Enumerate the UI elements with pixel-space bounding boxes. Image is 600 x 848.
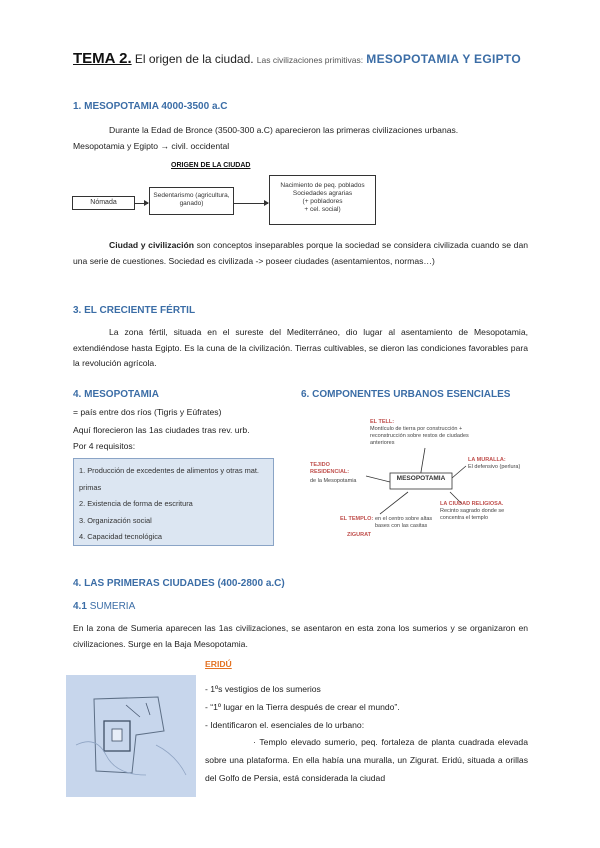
section-4-title: 4. MESOPOTAMIA	[73, 389, 159, 400]
ciudad-label: LA CIUDAD RELIGIOSA.	[440, 501, 504, 507]
diagram-arrow-2	[234, 203, 268, 204]
list-item: - Identificaron el. esenciales de lo urbano:	[205, 720, 365, 730]
tell-text: Montículo de tierra por construcción + reconstrucción sobre restos de ciudades anteriores	[370, 426, 469, 446]
muralla-label: LA MURALLA:	[468, 457, 506, 463]
diagram-box3-line2: Sociedades agrarias	[292, 190, 353, 197]
section-4-line2: Aquí florecieron las 1as ciudades tras rev. urb.	[73, 425, 250, 435]
zigurat-label: ZIGURAT	[347, 532, 372, 538]
eridu-para: · Templo elevado sumerio, peq. fortaleza de planta cuadrada elevada sobre una plataforma. En ella había una muralla, un Zigurat. Eridú, situada a orillas del Golfo de Persia, está considerada la ciudad	[205, 737, 528, 783]
tejido-text: de la Mesopotamia	[310, 478, 357, 484]
section-6-title: 6. COMPONENTES URBANOS ESENCIALES	[301, 389, 511, 400]
section-4b-title: 4. LAS PRIMERAS CIUDADES (400-2800 a.C)	[73, 578, 285, 589]
tema-label: TEMA 2.	[73, 50, 132, 67]
eridu-list	[205, 680, 528, 734]
sumeria-num: 4.1	[73, 601, 87, 612]
connector-templo	[380, 492, 408, 514]
center-node-label: MESOPOTAMIA	[396, 475, 446, 482]
title-caps: MESOPOTAMIA Y EGIPTO	[366, 52, 521, 66]
diagram-title: ORIGEN DE LA CIUDAD	[171, 162, 251, 169]
muralla-text: El defensivo (perlura)	[468, 464, 521, 470]
requirement-item: 2. Existencia de forma de escritura	[79, 499, 193, 508]
eridu-title: ERIDÚ	[205, 659, 232, 669]
sumeria-name: SUMERIA	[89, 601, 136, 612]
diagram-box-poblados	[269, 175, 376, 225]
section-1-para-line1: Durante la Edad de Bronce (3500-300 a.C) aparecieron las primeras civilizaciones urbanas.	[109, 125, 459, 135]
eridu-plan-image	[66, 675, 196, 797]
section-1-para-line2: Mesopotamia y Egipto → civil. occidental	[73, 141, 230, 151]
diagram-box-nomada: Nómada	[72, 196, 135, 210]
requirements-box	[73, 458, 274, 546]
diagram-arrow-1	[135, 203, 148, 204]
page-title	[73, 51, 543, 68]
connector-muralla	[452, 466, 466, 478]
requirement-item: 3. Organización social	[79, 515, 152, 525]
requirement-item: 4. Capacidad tecnológica	[79, 532, 162, 541]
tejido-label: TEJIDO RESIDENCIAL:	[310, 462, 350, 475]
diagram-box3-line4: + cel. social)	[304, 206, 341, 213]
diagram-box3-line3: (+ pobladores	[302, 198, 343, 205]
diagram-box-sedentarismo: Sedentarismo (agricultura, ganado)	[149, 187, 234, 215]
section-4b-para: En la zona de Sumeria aparecen las 1as civilizaciones, se asentaron en esta zona los sumerios y se organizaron en civilizaciones. Surge en la Baja Mesopotamia.	[73, 623, 528, 649]
eridu-plan-drawing	[66, 675, 196, 797]
sumeria-subtitle	[73, 601, 135, 612]
templo-text: en el centro sobre altas bases con las casitas	[375, 516, 433, 529]
connector-tejido	[366, 476, 390, 482]
templo-label: EL TEMPLO:	[340, 516, 374, 522]
tell-label: EL TELL:	[370, 419, 395, 425]
title-small: Las civilizaciones primitivas:	[256, 55, 364, 65]
list-item: - “1º lugar en la Tierra después de crear el mundo”.	[205, 702, 400, 712]
section-3-para: La zona fértil, situada en el sureste del Mediterráneo, dio lugar al asentamiento de Mesopotamia, extendiéndose hasta Egipto. Es la cuna de la civilización. Tierras cultivables, se dieron las condiciones favorables para la revolución agrícola.	[73, 327, 528, 368]
para2-rest: son conceptos inseparables porque la sociedad se considera civilizada cuando se dan una serie de cuestiones. Sociedad es civilizada -> poseer ciudades (asentamientos, normas…)	[73, 240, 529, 266]
diagram-box3-line1: Nacimiento de peq. poblados	[280, 182, 365, 189]
title-subtitle: El origen de la ciudad.	[134, 52, 254, 66]
section-1-title: 1. MESOPOTAMIA 4000-3500 a.C	[73, 101, 228, 112]
section-3-title: 3. EL CRECIENTE FÉRTIL	[73, 305, 196, 316]
section-1-para2	[73, 238, 528, 269]
requirement-item: 1. Producción de excedentes de alimentos y otras mat. primas	[79, 466, 259, 492]
section-4-line3: Por 4 requisitos:	[73, 441, 136, 451]
para2-bold: Ciudad y civilización	[109, 240, 195, 250]
section-4-line1: = país entre dos ríos (Tigris y Eúfrates)	[73, 407, 222, 417]
list-item: - 1ºs vestigios de los sumerios	[205, 684, 321, 694]
ciudad-text: Recinto sagrado donde se concentra el templo	[440, 508, 505, 521]
